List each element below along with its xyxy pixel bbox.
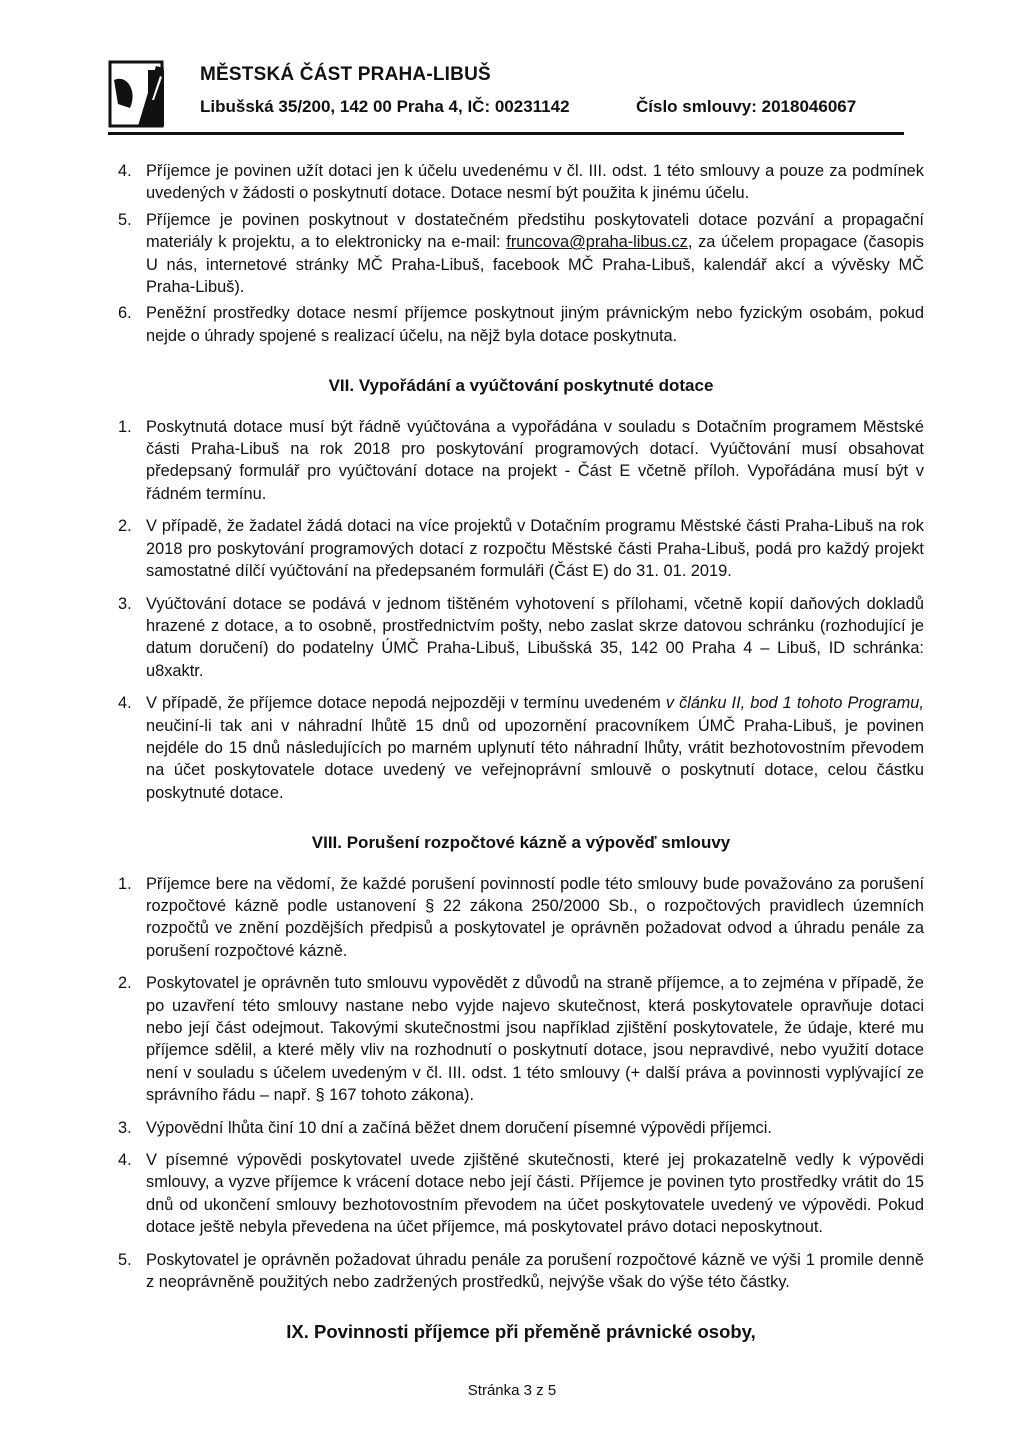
item-text: Poskytnutá dotace musí být řádně vyúčtována a vypořádána v souladu s Dotačním programem Městské části Praha-Libuš na rok 2018 pro poskytování programových dotací. Vyúčtování musí obsahovat předepsaný formulář pro vyúčtování dotace na projekt - Část E včetně příloh. Vypořádána musí být v řádném termínu. [146,417,924,503]
section-heading: IX. Povinnosti příjemce při přeměně právnické osoby, [286,1321,756,1343]
item-text: Příjemce je povinen poskytnout v dostatečném předstihu poskytovateli dotace pozvání a propagační materiály k projektu, a to elektronicky na e-mail: [146,210,924,252]
header-address: Libušská 35/200, 142 00 Praha 4, IČ: 00231142 [200,97,570,116]
item-number: 3. [118,594,132,613]
header-organization: MĚSTSKÁ ČÁST PRAHA-LIBUŠ [200,64,491,85]
item-text: Výpovědní lhůta činí 10 dní a začíná běžet dnem doručení písemné výpovědi příjemci. [146,1118,772,1137]
item-number: 5. [118,1250,132,1269]
item-text: neučiní-li tak ani v náhradní lhůtě 15 dnů od upozornění pracovníkem ÚMČ Praha-Libuš, je povinen nejdéle do 15 dnů následujících po marném uplynutí této náhradní lhůty, vrátit bezhotovostním převodem na účet poskytovatele dotace uvedený ve veřejnoprávní smlouvě o poskytnutí dotace, celou částku poskytnuté dotace. [146,716,924,802]
list-item [118,972,924,1106]
list-item [118,515,924,582]
item-number: 6. [118,304,132,323]
item-number: 1. [118,417,132,436]
item-number: 3. [118,1118,132,1137]
item-text: , za účelem propagace (časopis U nás, internetové stránky MČ Praha-Libuš, facebook MČ Praha-Libuš, kalendář akcí a vývěsky MČ Praha-Libuš). [146,233,924,297]
list-item [118,302,924,347]
item-number: 2. [118,974,132,993]
item-number: 5. [118,210,132,229]
list-item [118,873,924,963]
item-text-italic: v článku II, bod 1 tohoto Programu, [665,694,924,713]
municipality-logo-icon [108,60,168,132]
item-text: Příjemce bere na vědomí, že každé porušení povinností podle této smlouvy bude považováno za porušení rozpočtové kázně podle ustanovení § 22 zákona 250/2000 Sb., o rozpočtových pravidlech územních rozpočtů ve znění pozdějších předpisů a poskytovatel je oprávněn požadovat odvod a úhradu penále za porušení rozpočtové kázně. [146,874,924,960]
document-body [118,160,924,1362]
item-number: 1. [118,874,132,893]
list-item [118,1117,924,1139]
list-item [118,1149,924,1239]
email-link[interactable]: fruncova@praha-libus.cz [506,233,688,252]
list-item [118,593,924,683]
header-contract-number: Číslo smlouvy: 2018046067 [636,97,857,116]
item-text: Vyúčtování dotace se podává v jednom tištěném vyhotovení s přílohami, včetně kopií daňových dokladů hrazené z dotace, a to osobně, prostřednictvím pošty, nebo zaslat skrze datovou schránku (rozhodující je datum doručení) do podatelny ÚMČ Praha-Libuš, Libušská 35, 142 00 Praha 4 – Libuš, ID schránka: u8xaktr. [146,594,924,680]
page-number: Stránka 3 z 5 [467,1382,557,1399]
item-text: Poskytovatel je oprávněn tuto smlouvu vypovědět z důvodů na straně příjemce, a to zejména v případě, že po uzavření této smlouvy nastane nebo vyjde najevo skutečnost, která poskytovatele opravňuje dotaci nebo její část odejmout. Takovými skutečnostmi jsou například zjištění poskytovatele, že údaje, které mu příjemce sdělil, a které měly vliv na rozhodnutí o poskytnutí dotace, jsou nepravdivé, nebo využití dotace není v souladu s účelem uvedeným v čl. III. odst. 1 této smlouvy (+ další práva a povinnosti vyplývající ze správního řádu – např. § 167 tohoto zákona). [146,974,924,1105]
section-heading: VIII. Porušení rozpočtové kázně a výpověď smlouvy [311,833,731,853]
item-number: 4. [118,162,132,180]
item-text: Peněžní prostředky dotace nesmí příjemce poskytnout jiným právnickým nebo fyzickým osobám, pokud nejde o úhrady spojené s realizací účelu, na nějž byla dotace poskytnuta. [146,304,924,345]
section-heading: VII. Vypořádání a vyúčtování poskytnuté dotace [328,376,714,396]
item-text: Poskytovatel je oprávněn požadovat úhradu penále za porušení rozpočtové kázně ve výši 1 promile denně z neoprávněně použitých nebo zadržených prostředků, nejvýše však do výše této částky. [146,1250,924,1292]
list-item [118,160,924,205]
item-number: 2. [118,517,132,536]
list-item [118,416,924,506]
item-number: 4. [118,1151,132,1170]
list-item [118,1249,924,1294]
item-text: V případě, že žadatel žádá dotaci na více projektů v Dotačním programu Městské části Praha-Libuš na rok 2018 pro poskytování programových dotací z rozpočtu Městské části Praha-Libuš, podá pro každý projekt samostatné dílčí vyúčtování na předepsaném formuláři (Část E) do 31. 01. 2019. [146,517,924,581]
header-divider [108,132,904,135]
item-text: V písemné výpovědi poskytovatel uvede zjištěné skutečnosti, které jej prokazatelně vedly k výpovědi smlouvy, a vyzve příjemce k vrácení dotace nebo její části. Příjemce je povinen tyto prostředky vrátit do 15 dnů od ukončení smlouvy bezhotovostním převodem na účet poskytovatele uvedený ve výpovědi. Pokud dotace ještě nebyla převedena na účet příjemce, má poskytovatel právo dotaci neposkytnout. [146,1151,924,1237]
item-text: Příjemce je povinen užít dotaci jen k účelu uvedenému v čl. III. odst. 1 této smlouvy a pouze za podmínek uvedených v žádosti o poskytnutí dotace. Dotace nesmí být použita k jinému účelu. [146,162,924,203]
list-item [118,209,924,299]
document-header [108,56,904,160]
list-item [118,692,924,804]
item-text: V případě, že příjemce dotace nepodá nejpozději v termínu uvedeném [146,694,666,713]
item-number: 4. [118,694,132,713]
